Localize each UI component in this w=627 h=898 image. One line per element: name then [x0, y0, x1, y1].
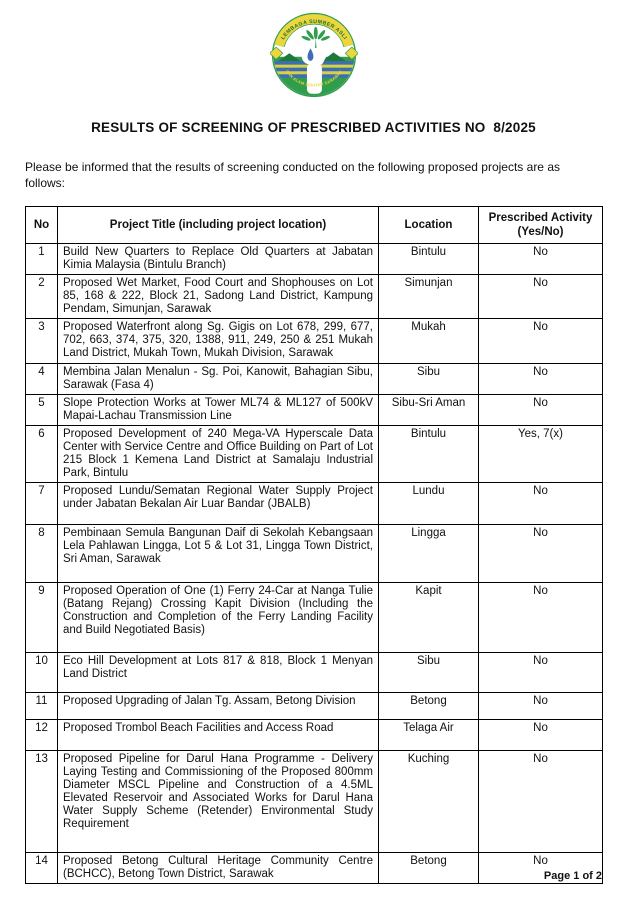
- table-row: [26, 853, 603, 884]
- project-title: Proposed Operation of One (1) Ferry 24-Car at Nanga Tulie (Batang Rejang) Crossing Kapit Division (Including the Construction and Completion of the Ferry Landing Facility and Build Negotiated Basis): [58, 583, 379, 653]
- row-number: 5: [26, 395, 58, 426]
- table-header-row: [26, 207, 603, 244]
- row-number: 8: [26, 525, 58, 583]
- project-title: Proposed Wet Market, Food Court and Shophouses on Lot 85, 168 & 222, Block 21, Sadong Land District, Kampung Pendam, Simunjan, Sarawak: [58, 275, 379, 319]
- table-row: [26, 483, 603, 525]
- prescribed-activity-value: No: [479, 275, 603, 319]
- project-title: Proposed Lundu/Sematan Regional Water Supply Project under Jabatan Bekalan Air Luar Bandar (JBALB): [58, 483, 379, 525]
- table-row: [26, 244, 603, 275]
- project-location: Mukah: [379, 319, 479, 364]
- project-title: Proposed Development of 240 Mega-VA Hyperscale Data Center with Service Centre and Office Building on Part of Lot 215 Block 1 Kemena Land District at Samalaju Industrial Park, Bintulu: [58, 426, 379, 483]
- row-number: 4: [26, 364, 58, 395]
- table-row: [26, 395, 603, 426]
- project-location: Kapit: [379, 583, 479, 653]
- prescribed-activity-value: Yes, 7(x): [479, 426, 603, 483]
- row-number: 1: [26, 244, 58, 275]
- row-number: 13: [26, 751, 58, 853]
- prescribed-activity-value: No: [479, 483, 603, 525]
- prescribed-activity-value: No: [479, 364, 603, 395]
- header-location: Location: [379, 207, 479, 244]
- table-row: [26, 653, 603, 693]
- project-location: Bintulu: [379, 426, 479, 483]
- project-location: Lundu: [379, 483, 479, 525]
- prescribed-activity-value: No: [479, 395, 603, 426]
- prescribed-activity-value: No: [479, 525, 603, 583]
- project-location: Betong: [379, 853, 479, 884]
- table-row: [26, 364, 603, 395]
- row-number: 11: [26, 693, 58, 720]
- table-row: [26, 693, 603, 720]
- prescribed-activity-value: No: [479, 720, 603, 751]
- project-location: Telaga Air: [379, 720, 479, 751]
- project-title: Build New Quarters to Replace Old Quarters at Jabatan Kimia Malaysia (Bintulu Branch): [58, 244, 379, 275]
- row-number: 12: [26, 720, 58, 751]
- page-title: RESULTS OF SCREENING OF PRESCRIBED ACTIVITIES NO 8/2025: [91, 120, 536, 135]
- logo-top-text: LEMBAGA SUMBER ASLI: [279, 18, 348, 41]
- prescribed-activity-value: No: [479, 319, 603, 364]
- logo-bottom-text: DAN ALAM SEKITAR SARAWAK: [284, 68, 343, 88]
- project-location: Sibu: [379, 653, 479, 693]
- page-number: Page 1 of 2: [543, 870, 602, 882]
- prescribed-activity-value: No: [479, 583, 603, 653]
- project-location: Sibu: [379, 364, 479, 395]
- row-number: 7: [26, 483, 58, 525]
- row-number: 2: [26, 275, 58, 319]
- project-location: Bintulu: [379, 244, 479, 275]
- row-number: 14: [26, 853, 58, 884]
- table-row: [26, 319, 603, 364]
- project-title: Proposed Trombol Beach Facilities and Access Road: [58, 720, 379, 751]
- row-number: 3: [26, 319, 58, 364]
- prescribed-activity-value: No: [479, 751, 603, 853]
- prescribed-activity-value: No: [479, 653, 603, 693]
- project-title: Proposed Betong Cultural Heritage Community Centre (BCHCC), Betong Town District, Sarawak: [58, 853, 379, 884]
- screening-results-table: [25, 206, 603, 884]
- table-row: [26, 583, 603, 653]
- project-title: Eco Hill Development at Lots 817 & 818, Block 1 Menyan Land District: [58, 653, 379, 693]
- project-location: Kuching: [379, 751, 479, 853]
- table-row: [26, 720, 603, 751]
- project-location: Sibu-Sri Aman: [379, 395, 479, 426]
- prescribed-activity-value: No: [479, 853, 603, 884]
- prescribed-activity-value: No: [479, 693, 603, 720]
- table-row: [26, 751, 603, 853]
- row-number: 9: [26, 583, 58, 653]
- project-location: Simunjan: [379, 275, 479, 319]
- row-number: 6: [26, 426, 58, 483]
- intro-text: Please be informed that the results of screening conducted on the following proposed projects are as follows:: [25, 160, 560, 190]
- header-prescribed-activity: Prescribed Activity (Yes/No): [479, 207, 603, 244]
- project-title: Proposed Upgrading of Jalan Tg. Assam, Betong Division: [58, 693, 379, 720]
- project-location: Lingga: [379, 525, 479, 583]
- table-row: [26, 426, 603, 483]
- prescribed-activity-value: No: [479, 244, 603, 275]
- project-title: Proposed Waterfront along Sg. Gigis on Lot 678, 299, 677, 702, 663, 374, 375, 320, 1388, 911, 249, 250 & 251 Mukah Land District, Mukah Town, Mukah Division, Sarawak: [58, 319, 379, 364]
- project-title: Pembinaan Semula Bangunan Daif di Sekolah Kebangsaan Lela Pahlawan Lingga, Lot 5 & Lot 31, Lingga Town District, Sri Aman, Sarawak: [58, 525, 379, 583]
- row-number: 10: [26, 653, 58, 693]
- header-project-title: Project Title (including project location): [58, 207, 379, 244]
- agency-logo: [270, 11, 358, 99]
- table-row: [26, 525, 603, 583]
- project-location: Betong: [379, 693, 479, 720]
- nreb-sarawak-logo-icon: [270, 11, 358, 99]
- table-body: [26, 244, 603, 884]
- project-title: Proposed Pipeline for Darul Hana Programme - Delivery Laying Testing and Commissioning of the Proposed 800mm Diameter MSCL Pipeline and Construction of a 4.5ML Elevated Reservoir and Associated Works for Darul Hana Water Supply Scheme (Retender) Environmental Study Requirement: [58, 751, 379, 853]
- table-row: [26, 275, 603, 319]
- project-title: Membina Jalan Menalun - Sg. Poi, Kanowit, Bahagian Sibu, Sarawak (Fasa 4): [58, 364, 379, 395]
- header-no: No: [26, 207, 58, 244]
- project-title: Slope Protection Works at Tower ML74 & ML127 of 500kV Mapai-Lachau Transmission Line: [58, 395, 379, 426]
